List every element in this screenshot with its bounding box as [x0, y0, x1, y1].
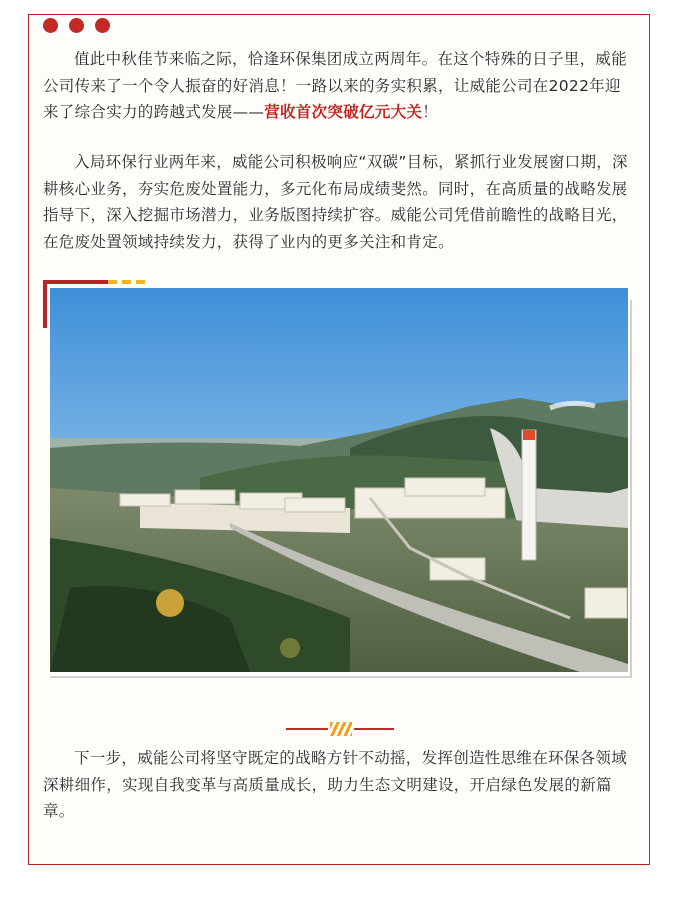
section-divider [286, 720, 394, 738]
divider-stripes-icon [330, 722, 352, 736]
paragraph-development: 入局环保行业两年来，威能公司积极响应“双碳”目标，紧抓行业发展窗口期，深耕核心业务，夯实危废处置能力，多元化布局成绩斐然。同时，在高质量的战略发展指导下，深入挖掘市场潜力，业务版图持续扩容。威能公司凭借前瞻性的战略目光，在危废处置领域持续发力，获得了业内的更多关注和肯定。 [43, 153, 628, 251]
divider-line-right [354, 728, 394, 730]
dot-icon [69, 18, 84, 33]
dot-icon [43, 18, 58, 33]
paragraph-outlook: 下一步，威能公司将坚守既定的战略方针不动摇，发挥创造性思维在环保各领域深耕细作，实现自我变革与高质量成长，助力生态文明建设，开启绿色发展的新篇章。 [43, 749, 628, 820]
photo-shadow-bottom [50, 676, 632, 678]
paragraph-intro [43, 46, 636, 126]
photo-shadow-right [630, 300, 632, 678]
dot-icon [95, 18, 110, 33]
paragraph-intro-end: ！ [422, 103, 439, 121]
revenue-highlight: 营收首次突破亿元大关 [264, 103, 423, 121]
divider-line-left [286, 728, 328, 730]
decorative-dots [38, 18, 115, 34]
paragraph-intro-text: 值此中秋佳节来临之际，恰逢环保集团成立两周年。在这个特殊的日子里，威能公司传来了一个令人振奋的好消息！一路以来的务实积累，让威能公司在2022年迎来了综合实力的跨越式发展—— [43, 50, 628, 121]
aerial-industrial-park-photo [50, 288, 628, 672]
photo-dash-ornament [108, 280, 148, 284]
